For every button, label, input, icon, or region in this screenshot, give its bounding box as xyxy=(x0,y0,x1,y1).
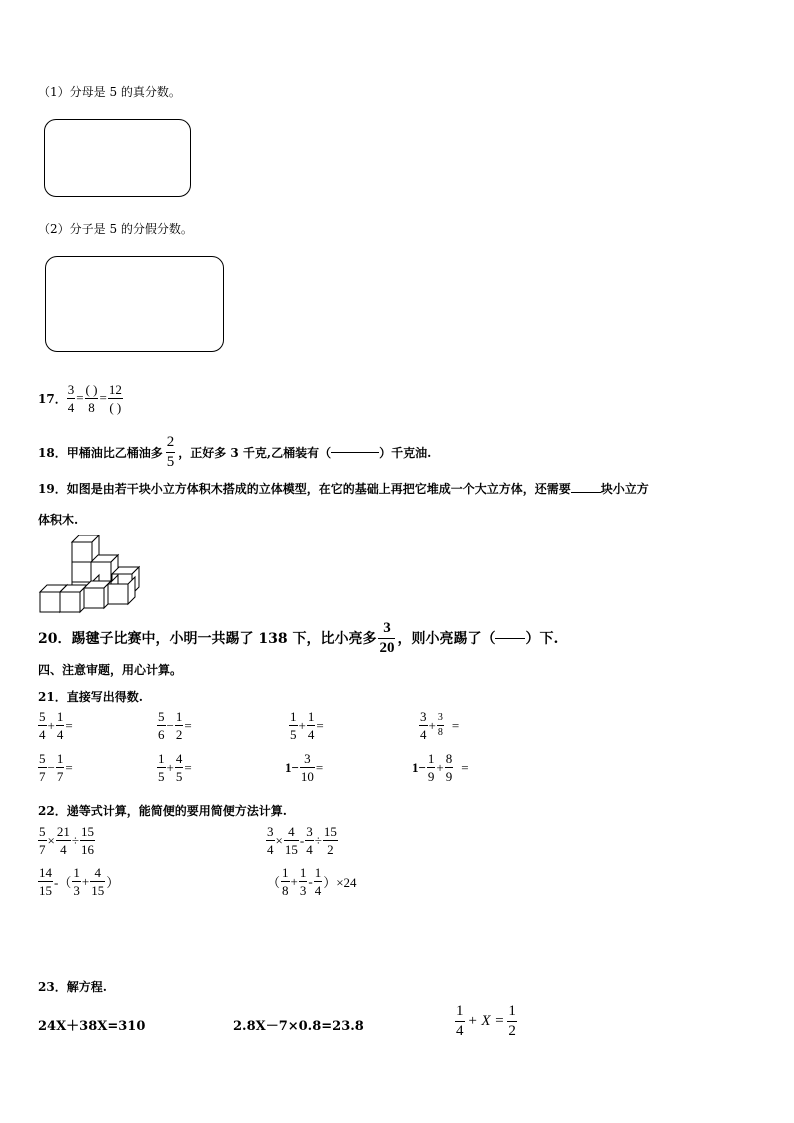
denominator: 7 xyxy=(56,769,64,784)
numerator: 5 xyxy=(39,751,46,766)
operator: + xyxy=(166,759,174,775)
numerator: 1 xyxy=(282,865,289,880)
fraction xyxy=(38,825,47,856)
numerator: 1 xyxy=(290,709,297,724)
answer-box-2[interactable] xyxy=(45,256,224,352)
fraction xyxy=(157,752,166,783)
operator: + xyxy=(290,873,298,889)
numerator: 8 xyxy=(445,751,453,766)
denominator: 6 xyxy=(158,727,165,742)
fraction xyxy=(175,710,184,741)
denominator: 2 xyxy=(327,842,334,857)
denominator: 2 xyxy=(175,727,183,742)
fraction xyxy=(56,825,71,856)
operator: × xyxy=(275,832,283,848)
denominator: 2 xyxy=(508,1023,516,1039)
fraction xyxy=(307,710,316,741)
numerator: 1 xyxy=(158,751,165,766)
operator: × xyxy=(47,832,55,848)
numerator: 1 xyxy=(307,709,315,724)
denominator: 5 xyxy=(166,453,175,470)
numerator: 4 xyxy=(94,865,101,880)
cube-model-figure xyxy=(38,535,140,615)
q22-expr-2 xyxy=(266,825,338,856)
denominator: 4 xyxy=(456,1023,464,1039)
numerator: 3 xyxy=(306,824,313,839)
q21-item-5 xyxy=(38,752,74,783)
denominator: 8 xyxy=(282,883,289,898)
numerator: 1 xyxy=(456,1003,464,1019)
operator: + xyxy=(47,717,55,733)
fraction xyxy=(85,383,99,414)
denominator: 5 xyxy=(175,769,183,784)
q21-item-4 xyxy=(419,710,460,741)
operator: ÷ xyxy=(314,832,322,848)
denominator: 16 xyxy=(80,842,94,857)
fraction xyxy=(108,383,123,414)
question-number: 18． xyxy=(38,445,67,460)
question-17 xyxy=(38,376,123,420)
q21-item-7 xyxy=(284,752,324,783)
question-22-title: 22．递等式计算，能简便的要用简便方法计算. xyxy=(38,804,287,818)
operator: （ xyxy=(267,875,281,890)
denominator: 3 xyxy=(73,883,80,898)
fraction xyxy=(166,435,176,470)
question-text: ，则小亮踢了（ xyxy=(397,631,496,647)
fraction xyxy=(378,621,395,656)
answer-blank[interactable] xyxy=(331,452,379,453)
operator: + xyxy=(81,873,90,889)
fraction xyxy=(300,752,315,783)
numerator: 5 xyxy=(158,709,165,724)
fraction xyxy=(455,1004,465,1039)
operator: ÷ xyxy=(71,832,79,848)
operator: -（ xyxy=(54,875,72,890)
equals-sign: = xyxy=(99,390,107,405)
fraction xyxy=(299,866,308,897)
operator: - xyxy=(308,873,313,889)
numerator: 14 xyxy=(39,865,52,880)
equation-middle: + X = xyxy=(467,1013,505,1029)
numerator: 3 xyxy=(267,824,274,839)
numerator: 4 xyxy=(175,751,183,766)
denominator: 15 xyxy=(39,883,52,898)
q21-item-3 xyxy=(289,710,325,741)
question-text: 甲桶油比乙桶油多 xyxy=(66,445,163,460)
numerator: 4 xyxy=(288,824,295,839)
fraction xyxy=(157,710,166,741)
denominator: 9 xyxy=(445,769,453,784)
fraction xyxy=(67,383,76,414)
fraction xyxy=(427,752,436,783)
answer-blank[interactable] xyxy=(495,638,525,639)
fraction xyxy=(314,866,323,897)
numerator: 1 xyxy=(508,1003,516,1019)
denominator: 4 xyxy=(307,727,315,742)
question-20 xyxy=(38,618,558,658)
q21-item-1 xyxy=(38,710,74,741)
question-text: 20．踢毽子比赛中，小明一共踢了 138 下，比小亮多 xyxy=(38,631,377,647)
numerator: 15 xyxy=(80,824,94,839)
fraction xyxy=(445,752,454,783)
denominator: 20 xyxy=(379,639,395,656)
operator: ）×24 xyxy=(323,875,357,890)
equation-1: 24X＋38X=310 xyxy=(38,1019,146,1034)
q21-item-2 xyxy=(157,710,193,741)
numerator: 2 xyxy=(166,433,175,450)
fraction xyxy=(56,752,65,783)
denominator: 4 xyxy=(306,842,313,857)
numerator: 15 xyxy=(323,824,337,839)
q22-expr-1 xyxy=(38,825,95,856)
fraction xyxy=(281,866,290,897)
fraction xyxy=(38,710,47,741)
fraction xyxy=(56,710,65,741)
question-23-title: 23．解方程. xyxy=(38,980,107,994)
fraction xyxy=(38,866,53,897)
fraction xyxy=(175,752,184,783)
denominator: 5 xyxy=(290,727,297,742)
equals-sign: = xyxy=(184,759,192,775)
question-21-title: 21．直接写出得数. xyxy=(38,690,143,704)
numerator: 1 xyxy=(299,865,307,880)
operator: + xyxy=(428,717,436,733)
numerator-blank[interactable]: ( ) xyxy=(85,381,98,397)
equals-sign: = xyxy=(315,759,324,775)
denominator: 7 xyxy=(39,769,46,784)
numerator: 1 xyxy=(56,751,64,766)
fraction xyxy=(80,825,95,856)
denominator: 4 xyxy=(267,842,274,857)
answer-box-1[interactable] xyxy=(44,119,191,197)
fraction xyxy=(72,866,81,897)
denominator: 4 xyxy=(39,727,46,742)
numerator: 3 xyxy=(67,381,75,397)
equation-2: 2.8X－7×0.8=23.8 xyxy=(233,1019,364,1034)
answer-blank[interactable] xyxy=(571,492,601,493)
denominator: 4 xyxy=(60,842,67,857)
equals-sign: = xyxy=(65,717,73,733)
fraction xyxy=(507,1004,517,1039)
denominator: 8 xyxy=(88,399,95,415)
fraction xyxy=(289,710,298,741)
numerator: 1 xyxy=(175,709,183,724)
question-19-line1 xyxy=(38,480,649,497)
denominator: 3 xyxy=(299,883,307,898)
operator: - xyxy=(299,832,305,848)
denominator: 15 xyxy=(91,883,105,898)
question-text: 19．如图是由若干块小立方体积木搭成的立体模型，在它的基础上再把它堆成一个大立方体，还需要 xyxy=(38,482,571,496)
question-18 xyxy=(38,432,431,472)
operator: − xyxy=(47,759,55,775)
numerator: 3 xyxy=(383,619,391,636)
equals-sign: = xyxy=(76,390,84,405)
q21-item-8 xyxy=(411,752,470,783)
numerator: 3 xyxy=(420,709,427,724)
q22-expr-4 xyxy=(266,866,358,897)
question-number: 17． xyxy=(38,391,67,406)
denominator: 9 xyxy=(427,769,435,784)
numerator: 12 xyxy=(108,381,122,397)
fraction xyxy=(90,866,105,897)
denominator: 4 xyxy=(56,727,64,742)
cube xyxy=(84,581,111,608)
equals-sign: = xyxy=(184,717,192,733)
numerator: 1 xyxy=(73,865,80,880)
fraction xyxy=(305,825,314,856)
equals-sign: = xyxy=(451,717,460,733)
fraction xyxy=(266,825,275,856)
denominator: 4 xyxy=(314,883,322,898)
q16-part1-text: （1）分母是 5 的真分数。 xyxy=(38,85,181,99)
operator: − xyxy=(166,717,174,733)
denominator: 10 xyxy=(300,769,314,784)
fraction xyxy=(38,752,47,783)
numerator: 1 xyxy=(427,751,435,766)
operator: ） xyxy=(106,875,120,890)
denominator: 15 xyxy=(284,842,298,857)
numerator: 21 xyxy=(56,824,70,839)
question-19-line2: 体积木. xyxy=(38,513,79,527)
question-text: ）下. xyxy=(525,631,559,647)
equals-sign: = xyxy=(461,759,469,775)
equals-sign: = xyxy=(316,717,324,733)
fraction xyxy=(437,713,444,738)
question-text: 块小立方 xyxy=(600,482,649,496)
operator: + xyxy=(298,717,306,733)
numerator: 1 xyxy=(314,865,322,880)
numerator: 5 xyxy=(39,824,46,839)
whole-number: 1− xyxy=(412,759,426,775)
denominator: 7 xyxy=(39,842,46,857)
fraction xyxy=(419,710,428,741)
q22-expr-3 xyxy=(38,866,120,897)
fraction xyxy=(284,825,299,856)
whole-number: 1− xyxy=(285,759,299,775)
question-text: ，正好多 3 千克,乙桶装有（ xyxy=(178,445,332,460)
numerator: 1 xyxy=(56,709,64,724)
numerator: 3 xyxy=(304,751,311,766)
denominator: 5 xyxy=(158,769,165,784)
operator: + xyxy=(436,759,444,775)
fraction xyxy=(323,825,338,856)
numerator: 3 xyxy=(437,712,443,723)
equals-sign: = xyxy=(65,759,73,775)
denominator: 4 xyxy=(420,727,427,742)
question-text: ）千克油. xyxy=(379,445,432,460)
denominator: 4 xyxy=(67,399,75,415)
denominator: 8 xyxy=(437,727,443,738)
q21-item-6 xyxy=(157,752,193,783)
section-heading: 四、注意审题，用心计算。 xyxy=(38,663,183,677)
cube xyxy=(60,585,87,612)
numerator: 5 xyxy=(39,709,46,724)
equation-3 xyxy=(455,1004,517,1039)
denominator-blank[interactable]: ( ) xyxy=(109,399,122,415)
q16-part2-text: （2）分子是 5 的分假分数。 xyxy=(38,222,193,236)
